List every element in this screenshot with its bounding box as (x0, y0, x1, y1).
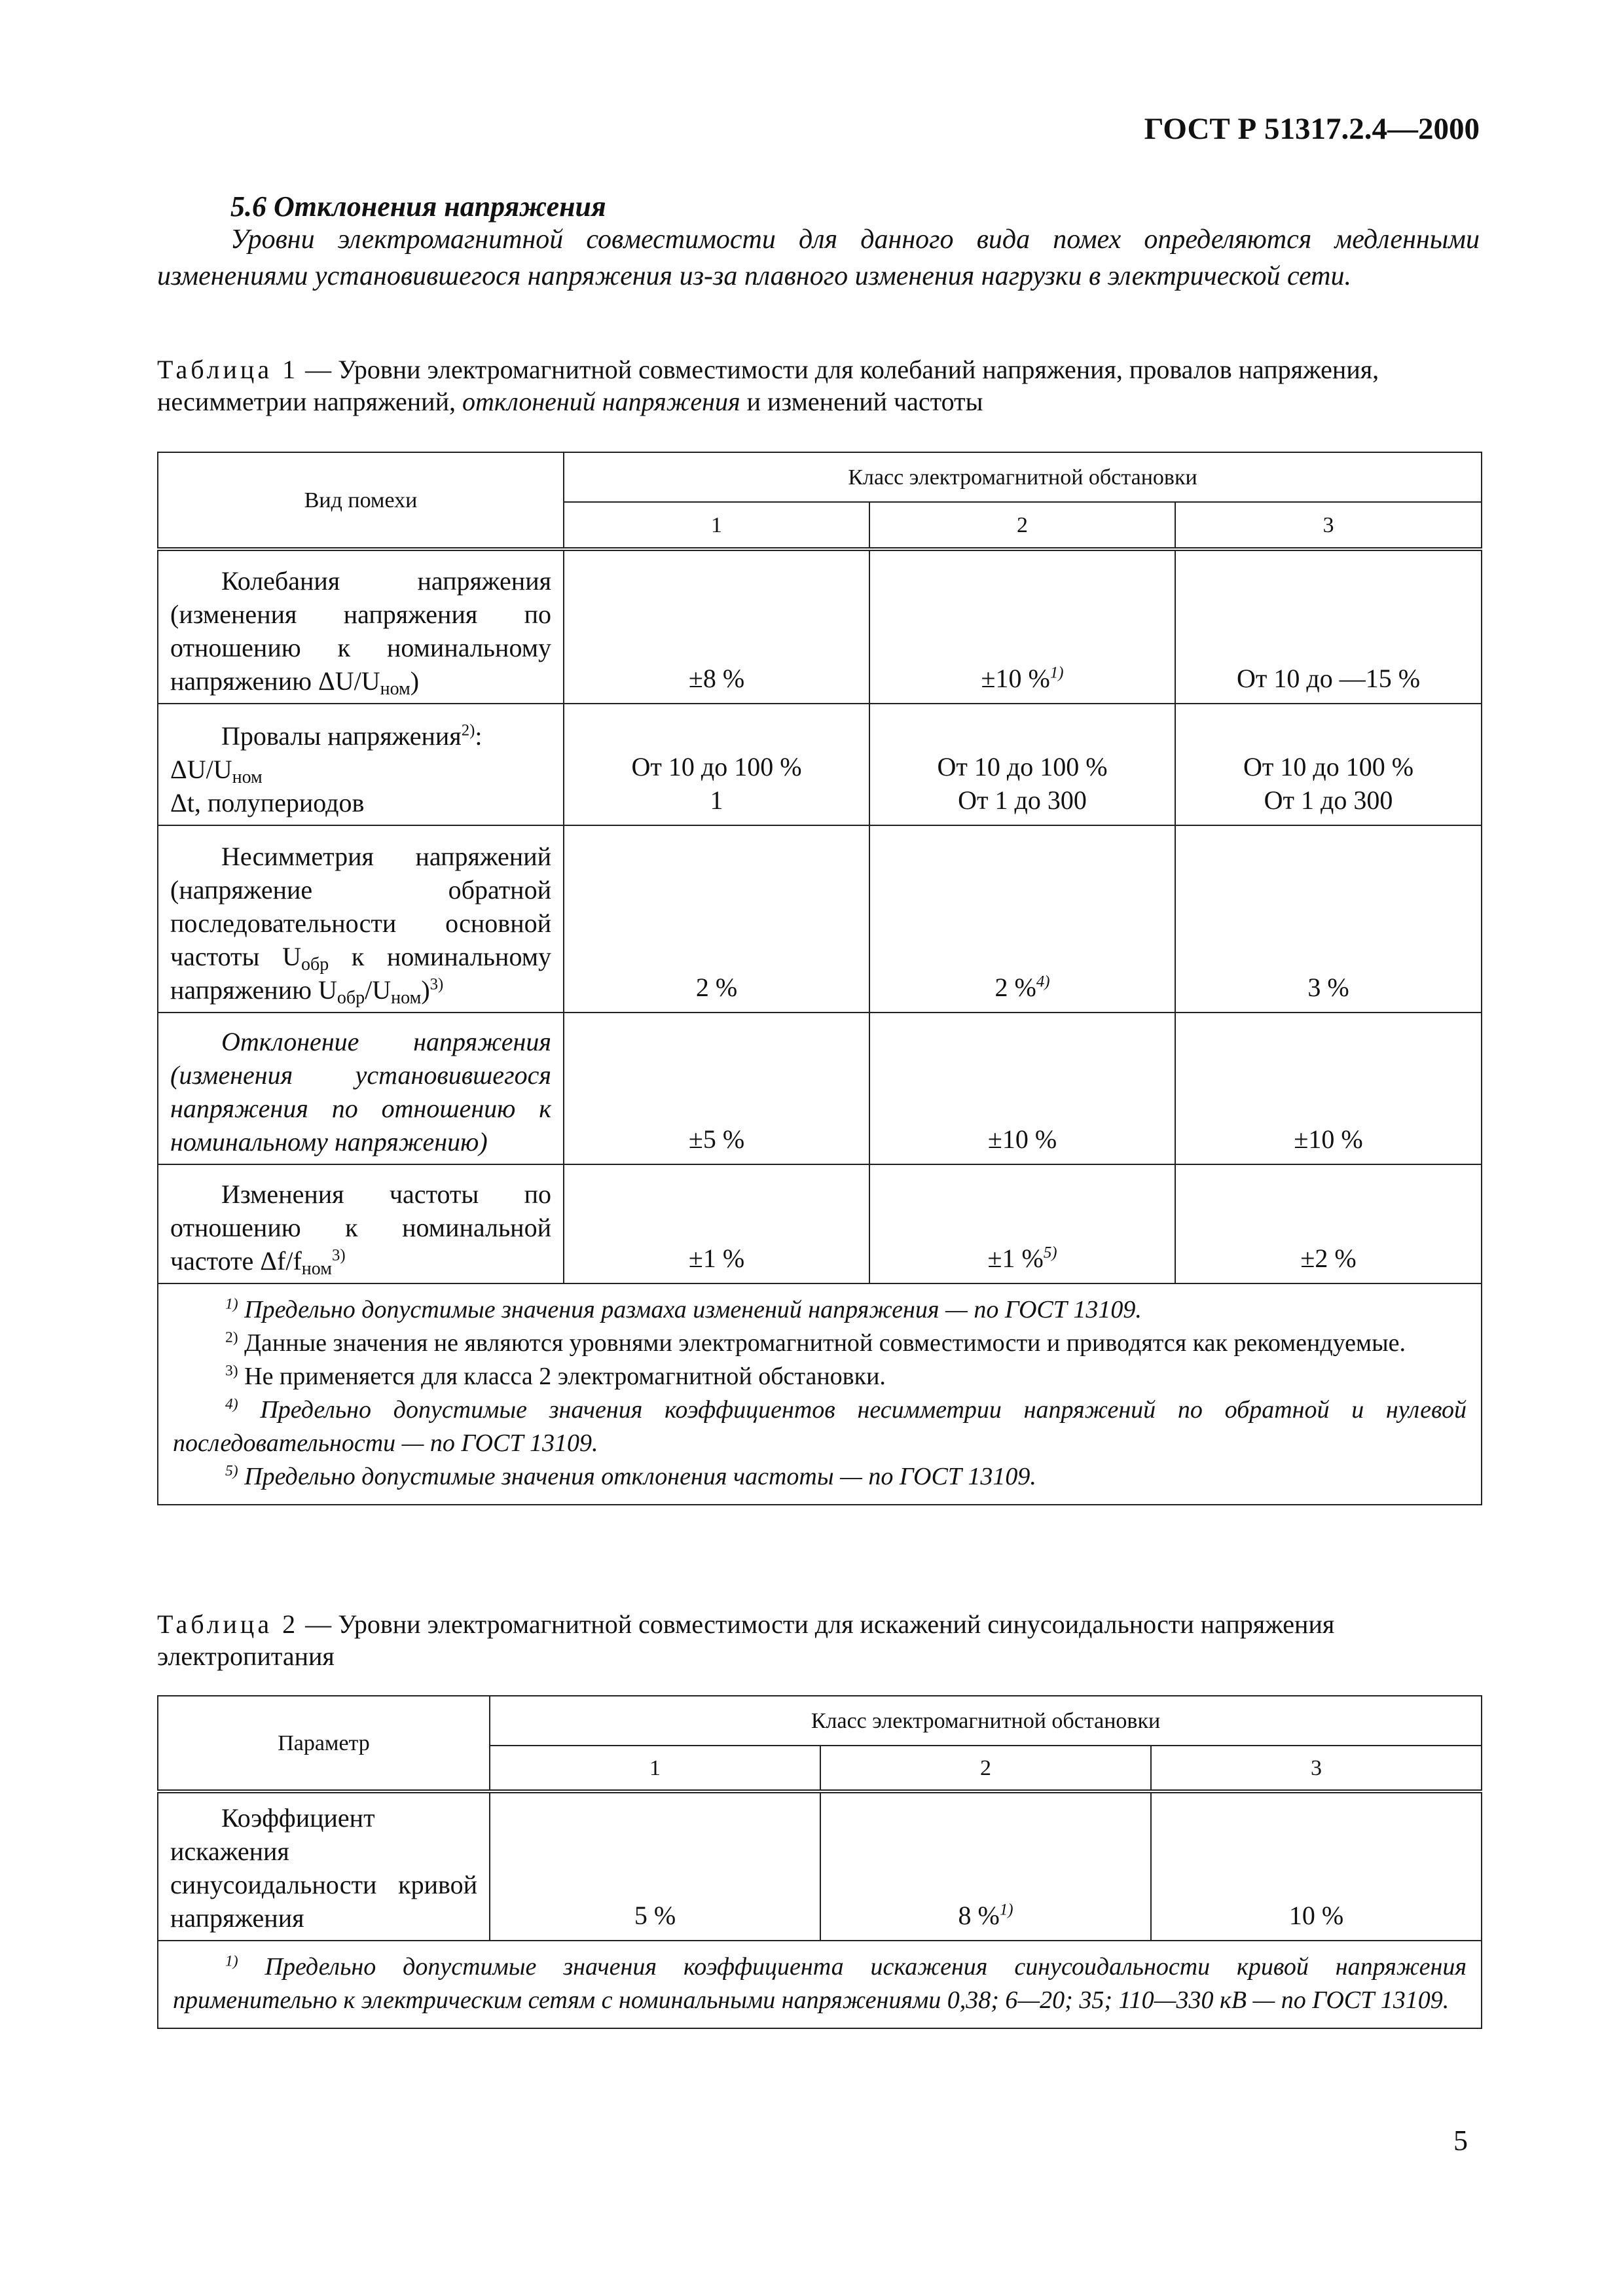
table1-deviation-class2: ±10 % (869, 1013, 1175, 1164)
table2-caption (157, 1608, 1480, 1672)
fluct-kind-sub: ном (380, 679, 410, 699)
note1-mark: 1) (225, 1295, 238, 1313)
dips-kind-text: Провалы напряжения (221, 721, 462, 751)
table2-header-param: Параметр (158, 1696, 490, 1791)
note4-mark: 4) (225, 1395, 238, 1413)
table1-frequency-class3: ±2 % (1175, 1164, 1482, 1283)
section-title: 5.6 Отклонения напряжения (230, 190, 606, 223)
note2-mark: 2) (225, 1329, 238, 1346)
fluct-v2: ±10 % (981, 664, 1050, 693)
table1-frequency-class2 (869, 1164, 1175, 1283)
table1-note-5 (173, 1460, 1467, 1494)
freq-v2: ±1 % (987, 1244, 1044, 1273)
table1-unbalance-class3: 3 % (1175, 825, 1482, 1013)
table1-caption (157, 353, 1480, 418)
unb-slash: /U (365, 975, 392, 1005)
table2-header-class: Класс электромагнитной обстановки (490, 1696, 1482, 1746)
table1-note-3 (173, 1360, 1467, 1393)
fluct-v2-note: 1) (1049, 664, 1064, 682)
note1-text: Предельно допустимые значения размаха изменений напряжения — по ГОСТ 13109. (238, 1296, 1142, 1323)
unb-sub2: обр (337, 988, 365, 1008)
table1-fluctuations-class2 (869, 549, 1175, 704)
unb-v2: 2 % (994, 973, 1036, 1002)
note2-text: Данные значения не являются уровнями электромагнитной совместимости и приводятся как рекомендуемые. (238, 1329, 1406, 1357)
table1-frequency-class1: ±1 % (564, 1164, 869, 1283)
table1-fluctuations-class1: ±8 % (564, 549, 869, 704)
table2-param-text: Коэффициент искажения синусоидальности кривой напряжения (170, 1803, 477, 1933)
table1-caption-label: Таблица 1 (157, 355, 299, 384)
unb-sub1: обр (301, 954, 329, 975)
table2-class-2: 2 (820, 1746, 1151, 1791)
section-text: Уровни электромагнитной совместимости для данного вида помех определяются медленными изменениями установившегося напряжения из-за плавного изменения нагрузки в электрической сети. (157, 224, 1480, 291)
table1-dips-class2 (869, 704, 1175, 825)
table1-row-unbalance-kind (158, 825, 564, 1013)
table2-notes (158, 1941, 1482, 2028)
dips-kind-note: 2) (461, 721, 475, 740)
unb-end: ) (421, 975, 430, 1005)
table1-caption-text: — Уровни электромагнитной совместимости для колебаний напряжения, провалов напряжения, несимметрии напряжений, (157, 355, 1379, 416)
table2-caption-label: Таблица 2 (157, 1609, 299, 1639)
dips-v2b: От 1 до 300 (958, 785, 1087, 815)
table1-note-4 (173, 1393, 1467, 1460)
dips-kind-colon: : (475, 721, 483, 751)
note4-text: Предельно допустимые значения коэффициентов несимметрии напряжений по обратной и нулевой последовательности — по ГОСТ 13109. (173, 1396, 1467, 1457)
table1-header-kind: Вид помехи (158, 452, 564, 549)
table1-dips-class3 (1175, 704, 1482, 825)
t2-v2-note: 1) (999, 1901, 1013, 1919)
table2-class3-value: 10 % (1151, 1791, 1482, 1941)
table1-note-1 (173, 1293, 1467, 1327)
freq-kind-note: 3) (331, 1246, 346, 1265)
document-code: ГОСТ Р 51317.2.4—2000 (1144, 112, 1480, 146)
table2-caption-text: — Уровни электромагнитной совместимости для искажений синусоидальности напряжения электропитания (157, 1609, 1335, 1671)
dips-v3b: От 1 до 300 (1264, 785, 1393, 815)
dev-kind-text: Отклонение напряжения (изменения установившегося напряжения по отношению к номинальному напряжению) (170, 1027, 551, 1157)
t2-note-mark: 1) (225, 1952, 238, 1970)
table1-caption-end: и изменений частоты (740, 387, 983, 416)
table2-class-3: 3 (1151, 1746, 1482, 1791)
fluct-kind-end: ) (410, 666, 420, 696)
table1-unbalance-class2 (869, 825, 1175, 1013)
table1-fluctuations-class3: От 10 до —15 % (1175, 549, 1482, 704)
note5-text: Предельно допустимые значения отклонения частоты — по ГОСТ 13109. (238, 1463, 1036, 1490)
table1-class-1: 1 (564, 502, 869, 549)
table2-class-1: 1 (490, 1746, 820, 1791)
unb-kind-text: Несимметрия напряжений (напряжение обратной последовательности основной частоты U (170, 842, 551, 971)
table2-row-param (158, 1791, 490, 1941)
table1-class-3: 3 (1175, 502, 1482, 549)
t2-note-text: Предельно допустимые значения коэффициента искажения синусоидальности кривой напряжения применительно к электрическим сетям с номинальными напряжениями 0,38; 6—20; 35; 110—330 кВ — по ГОСТ 13109. (173, 1953, 1467, 2014)
dips-du: ΔU/U (170, 755, 232, 784)
note5-mark: 5) (225, 1462, 238, 1480)
t2-v2: 8 % (958, 1901, 1000, 1930)
unb-note: 3) (429, 975, 444, 994)
table1-row-fluctuations-kind (158, 549, 564, 704)
unb-mid: к номинальному напряжению U (170, 942, 552, 1005)
dips-v1a: От 10 до 100 % (631, 752, 802, 781)
freq-kind-text: Изменения частоты по отношению к номинальной частоте Δf/f (170, 1179, 551, 1276)
table1-deviation-class3: ±10 % (1175, 1013, 1482, 1164)
table2-note-1 (173, 1950, 1467, 2017)
dips-v2a: От 10 до 100 % (937, 752, 1108, 781)
unb-sub3: ном (391, 988, 422, 1008)
table2-class2-value (820, 1791, 1151, 1941)
fluct-kind-text: Колебания напряжения (изменения напряжения по отношению к номинальному напряжению ΔU/U (170, 566, 551, 696)
dips-dt: Δt, полупериодов (170, 788, 365, 817)
table1-header-class: Класс электромагнитной обстановки (564, 452, 1482, 502)
table1-deviation-class1: ±5 % (564, 1013, 869, 1164)
freq-kind-sub: ном (301, 1259, 332, 1279)
note3-text: Не применяется для класса 2 электромагнитной обстановки. (238, 1363, 886, 1390)
table1-row-dips-kind (158, 704, 564, 825)
page-number: 5 (1453, 2125, 1468, 2157)
freq-v2-note: 5) (1043, 1244, 1057, 1262)
unb-v2-note: 4) (1036, 973, 1050, 991)
note3-mark: 3) (225, 1362, 238, 1380)
dips-v3a: От 10 до 100 % (1243, 752, 1414, 781)
table1-dips-class1 (564, 704, 869, 825)
table1-class-2: 2 (869, 502, 1175, 549)
table1-row-deviation-kind (158, 1013, 564, 1164)
table2-class1-value: 5 % (490, 1791, 820, 1941)
table2 (157, 1695, 1482, 2029)
table1-unbalance-class1: 2 % (564, 825, 869, 1013)
table1-row-frequency-kind (158, 1164, 564, 1283)
dips-v1b: 1 (710, 785, 723, 815)
table1-notes (158, 1283, 1482, 1505)
dips-du-sub: ном (232, 767, 263, 787)
table1-note-2 (173, 1327, 1467, 1360)
table1-caption-italic: отклонений напряжения (462, 387, 740, 416)
table1 (157, 452, 1482, 1505)
